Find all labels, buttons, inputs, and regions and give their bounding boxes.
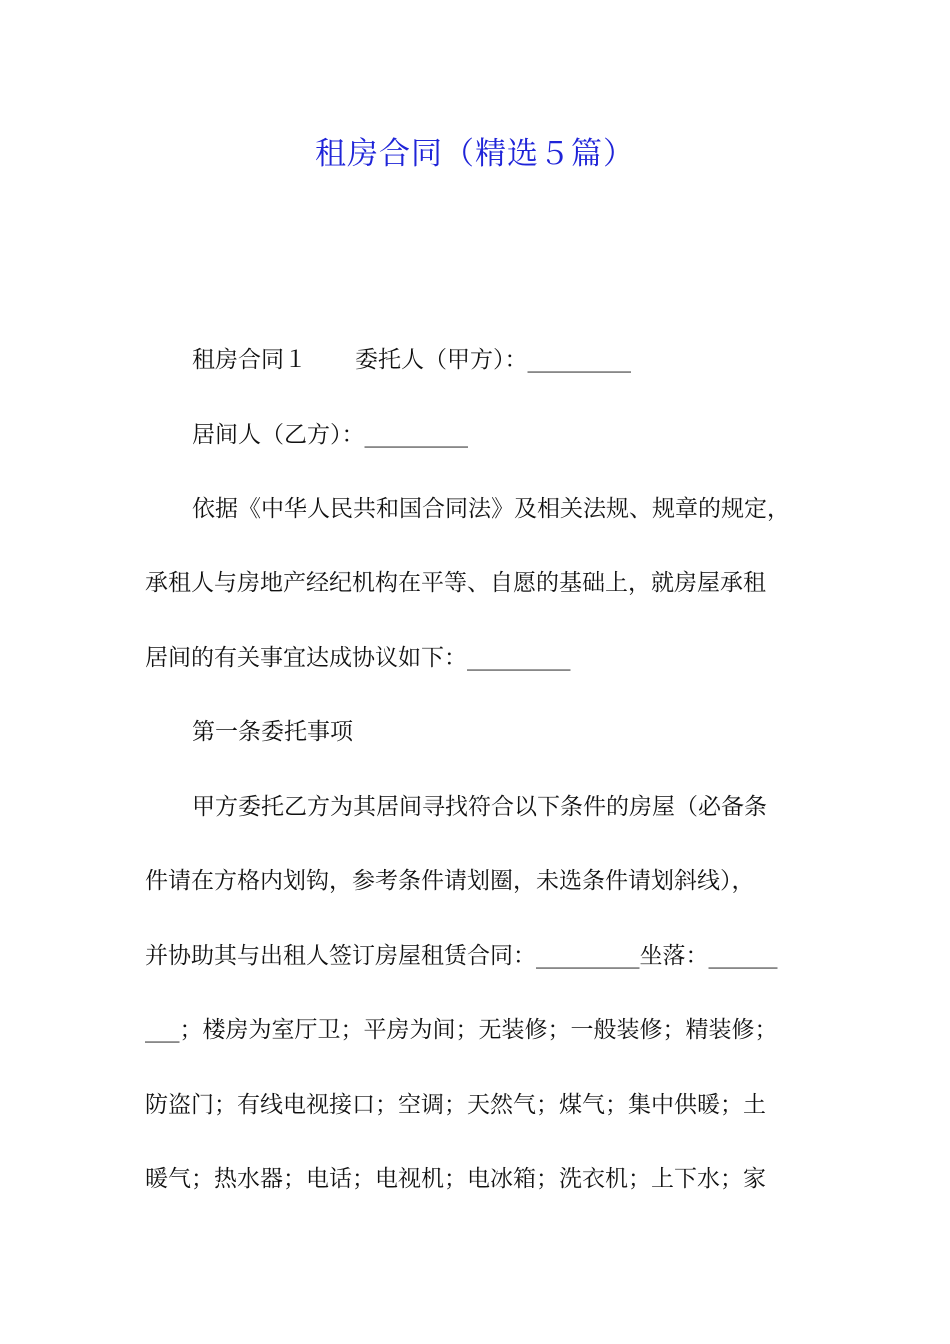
section-heading: 第一条委托事项: [192, 719, 353, 745]
paragraph-line: ___；楼房为室厅卫；平房为间；无装修；一般装修；精装修；: [145, 1017, 778, 1043]
paragraph-line: 件请在方格内划钩，参考条件请划圈，未选条件请划斜线），: [145, 868, 755, 894]
paragraph-line: 暖气；热水器；电话；电视机；电冰箱；洗衣机；上下水；家: [145, 1166, 766, 1192]
paragraph-line: [192, 345, 872, 375]
paragraph-line: 依据《中华人民共和国合同法》及相关法规、规章的规定，: [192, 496, 790, 522]
paragraph-line: 甲方委托乙方为其居间寻找符合以下条件的房屋（必备条: [192, 794, 767, 820]
paragraph-line: 承租人与房地产经纪机构在平等、自愿的基础上，就房屋承租: [145, 570, 766, 596]
party-a-field: 委托人（甲方）：_________: [355, 347, 631, 373]
paragraph-line: 防盗门；有线电视接口；空调；天然气；煤气；集中供暖；土: [145, 1092, 766, 1118]
document-title: 租房合同（精选５篇）: [315, 136, 635, 172]
paragraph-line: 居间人（乙方）：_________: [192, 422, 468, 448]
contract-heading: 租房合同１: [192, 347, 307, 373]
paragraph-line: 并协助其与出租人签订房屋租赁合同：_________坐落：______: [145, 943, 778, 969]
paragraph-line: 居间的有关事宜达成协议如下：_________: [145, 645, 571, 671]
